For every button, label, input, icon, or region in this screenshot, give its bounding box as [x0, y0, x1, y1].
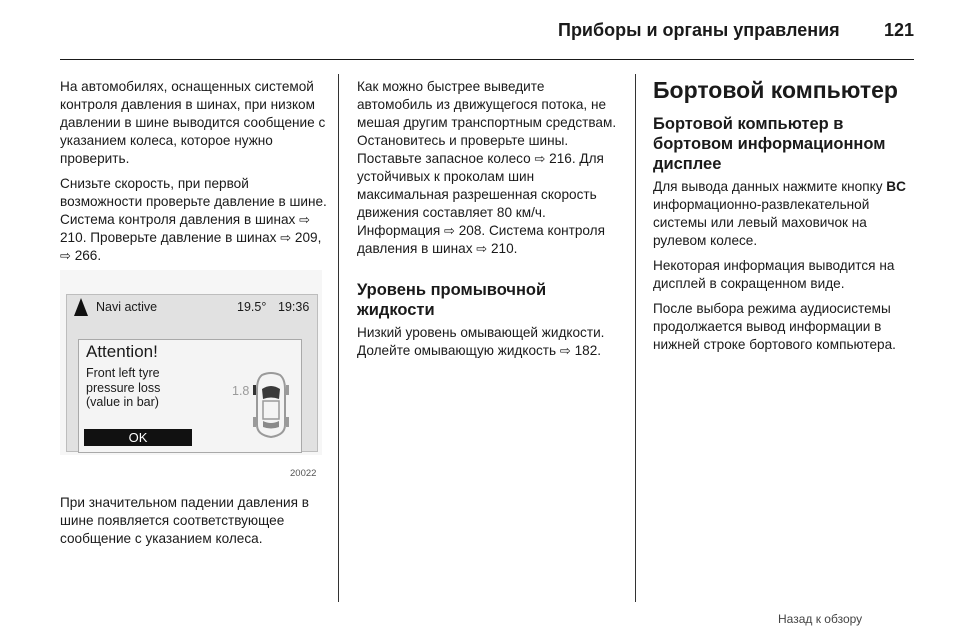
page-ref[interactable]: 266 — [74, 248, 98, 263]
display-screen — [60, 270, 322, 455]
back-to-overview-link[interactable]: Назад к обзору — [778, 612, 863, 626]
display-clock: 19:36 — [278, 300, 310, 314]
column-2 — [357, 78, 621, 367]
navigation-arrow-icon — [74, 298, 88, 316]
col3-paragraph-1: Для вывода данных нажмите кнопку BC информационно-развлекательной системы или левый маховичок на рулевом колесе. — [653, 179, 906, 248]
column-divider-1 — [338, 74, 339, 602]
alert-message: Front left tyre pressure loss (value in bar) — [86, 366, 161, 409]
section-subtitle: Бортовой компьютер в бортовом информационном дисплее — [653, 115, 886, 173]
column-3 — [653, 76, 915, 361]
page-ref-icon: ⇨ — [476, 241, 488, 256]
page-ref-icon: ⇨ — [299, 212, 310, 227]
page-ref-icon: ⇨ — [280, 230, 292, 245]
page-ref[interactable]: 209 — [294, 230, 318, 245]
page-ref-icon: ⇨ — [559, 343, 571, 358]
ok-button: OK — [84, 429, 192, 446]
column-1-bottom — [60, 494, 328, 548]
page-ref[interactable]: 210 — [490, 241, 514, 256]
page-ref[interactable]: 182 — [574, 343, 598, 358]
pressure-value: 1.8 — [232, 384, 250, 398]
col1-paragraph-1: На автомобилях, оснащенных системой контроля давления в шинах, при низком давлении в шине выводится сообщение с указанием колеса, которое нужно проверить. — [60, 79, 326, 166]
page-ref-icon: ⇨ — [60, 248, 71, 263]
display-temperature: 19.5° — [237, 300, 267, 314]
page-header-title: Приборы и органы управления — [558, 20, 840, 40]
col2-paragraph-2: Низкий уровень омывающей жидкости. Долейте омывающую жидкость ⇨ 182. — [357, 325, 605, 358]
col1-paragraph-2: Снизьте скорость, при первой возможности проверьте давление в шине. Система контроля давления в шинах ⇨ 210. Проверьте давление в шинах ⇨ 209, ⇨ 266. — [60, 176, 327, 263]
page-ref[interactable]: 208 — [458, 223, 482, 238]
page-ref[interactable]: 210 — [60, 230, 83, 245]
tyre-pressure-display-figure — [60, 270, 322, 480]
column-1 — [60, 78, 328, 272]
section-title: Бортовой компьютер — [653, 77, 898, 103]
column-divider-2 — [635, 74, 636, 602]
col3-paragraph-3: После выбора режима аудиосистемы продолжается вывод информации в нижней строке бортового компьютера. — [653, 301, 896, 352]
col2-paragraph-1: Как можно быстрее выведите автомобиль из движущегося потока, не мешая другим транспортным средствам. Остановитесь и проверьте шины. Поставьте запасное колесо ⇨ 216. Для устойчивых к проколам шин максимальная разрешенная скорость движения составляет 80 км/ч. Информация ⇨ 208. Система контроля давления в шинах ⇨ 210. — [357, 79, 617, 256]
car-top-view-icon — [253, 371, 289, 439]
page-ref-icon: ⇨ — [444, 223, 455, 238]
col1-paragraph-3: При значительном падении давления в шине появляется соответствующее сообщение с указанием колеса. — [60, 495, 310, 546]
washer-fluid-heading: Уровень промывочной жидкости — [357, 281, 547, 319]
alert-title: Attention! — [86, 342, 158, 361]
page-ref[interactable]: 216 — [549, 151, 572, 166]
figure-code: 20022 — [290, 468, 317, 479]
page-ref-icon: ⇨ — [534, 151, 546, 166]
bc-button-label: BC — [886, 179, 906, 194]
col3-paragraph-2: Некоторая информация выводится на дисплей в сокращенном виде. — [653, 258, 895, 291]
header-divider — [60, 59, 914, 60]
page-number: 121 — [884, 20, 915, 40]
display-status-label: Navi active — [96, 300, 158, 314]
